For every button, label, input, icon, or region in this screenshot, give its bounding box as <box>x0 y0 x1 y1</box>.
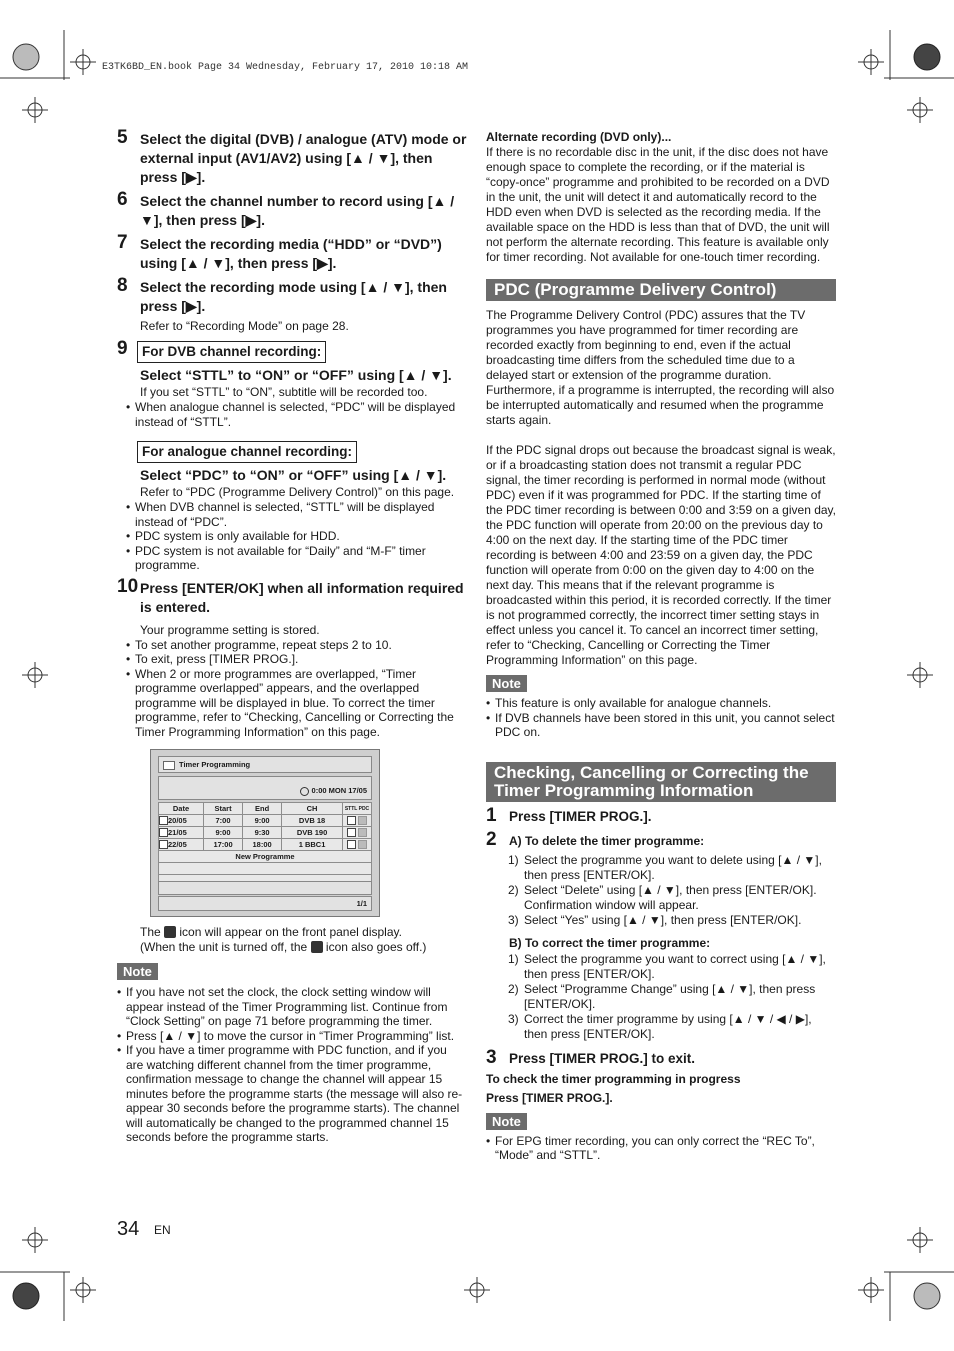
icon-text-2: (When the unit is turned off, the icon also goes off.) <box>140 940 427 954</box>
note-label: Note <box>486 1113 527 1130</box>
numbered-step: 3) Correct the timer programme by using [▲ / ▼ / ◀ / ▶], then press [ENTER/OK]. <box>508 1011 812 1041</box>
bullet-item: • PDC system is only available for HDD. <box>135 529 467 544</box>
sttl-checkbox[interactable] <box>347 828 356 837</box>
new-programme-row[interactable]: New Programme <box>159 851 372 863</box>
check-step-2: 2 A) To delete the timer programme: <box>486 828 705 850</box>
step-8-ref: Refer to “Recording Mode” on page 28. <box>140 319 349 333</box>
step-5: 5 Select the digital (DVB) / analogue (ATV) mode or external input (AV1/AV2) using [▲ / ▼], then press [▶]. <box>117 127 467 185</box>
pdc-checkbox[interactable] <box>358 840 367 849</box>
delete-steps <box>486 853 836 928</box>
row-checkbox[interactable] <box>159 840 168 849</box>
analogue-bullets <box>126 500 467 573</box>
table-row[interactable]: 21/05 9:00 9:30 DVB 190 <box>159 827 372 839</box>
sttl-checkbox[interactable] <box>347 816 356 825</box>
step-10: 10 Press [ENTER/OK] when all information required is entered. <box>117 575 464 615</box>
osd-table <box>158 802 372 887</box>
note-item: • If you have not set the clock, the clock setting window will appear instead of the Timer Programming list. Continue from “Clock Setting” on page 71 before programming the timer. <box>126 985 467 1029</box>
step-8: 8 Select the recording mode using [▲ / ▼], then press [▶]. <box>117 275 447 314</box>
book-header-line: E3TK6BD_EN.book Page 34 Wednesday, February 17, 2010 10:18 AM <box>102 62 469 73</box>
clock-icon <box>300 787 309 796</box>
osd-clock-bar <box>158 776 372 800</box>
bullet-item: • When 2 or more programmes are overlapped, “Timer programme overlapped” appears, and the overlapped programme will be displayed in blue. To correct the timer programme, refer to “Checking, Cancelling or Correcting the Timer Programming Information” on this page. <box>135 667 467 740</box>
alt-recording-title: Alternate recording (DVD only)... <box>486 130 672 144</box>
osd-column-header: Start <box>204 803 243 815</box>
row-checkbox[interactable] <box>159 828 168 837</box>
right-column <box>486 130 836 1163</box>
numbered-step: 2) Select “Programme Change” using [▲ / ▼], then press [ENTER/OK]. <box>508 981 816 1011</box>
timer-icon <box>311 941 323 953</box>
step-6: 6 Select the channel number to record using [▲ / ▼], then press [▶]. <box>117 189 455 228</box>
note-item: • For EPG timer recording, you can only correct the “REC To”, “Mode” and “STTL”. <box>495 1134 836 1163</box>
pdc-checkbox[interactable] <box>358 816 367 825</box>
note-label: Note <box>486 675 527 692</box>
numbered-step: 1) Select the programme you want to delete using [▲ / ▼], then press [ENTER/OK]. <box>508 852 822 882</box>
note-item: • Press [▲ / ▼] to move the cursor in “Timer Programming” list. <box>126 1029 467 1044</box>
language-code: EN <box>154 1223 171 1237</box>
bullet-item: • When DVB channel is selected, “STTL” will be displayed instead of “PDC”. <box>135 500 467 529</box>
row-checkbox[interactable] <box>159 816 168 825</box>
pdc-section-title: PDC (Programme Delivery Control) <box>486 279 836 301</box>
dvb-step: Select “STTL” to “ON” or “OFF” using [▲ / ▼]. <box>140 367 452 383</box>
table-row[interactable]: 20/05 7:00 9:00 DVB 18 <box>159 815 372 827</box>
numbered-step: 3) Select “Yes” using [▲ / ▼], then press [ENTER/OK]. <box>508 912 802 927</box>
bullet-item: • PDC system is not available for “Daily” and “M-F” timer programme. <box>135 544 467 573</box>
left-column <box>117 127 467 1145</box>
numbered-step: 1) Select the programme you want to correct using [▲ / ▼], then press [ENTER/OK]. <box>508 951 826 981</box>
correct-title: B) To correct the timer programme: <box>509 935 711 950</box>
dvb-note: If you set “STTL” to “ON”, subtitle will be recorded too. <box>140 385 428 399</box>
note-label: Note <box>117 963 158 980</box>
step-10-bullets <box>126 638 467 740</box>
osd-column-header: End <box>243 803 282 815</box>
osd-column-header: STTL PDC <box>343 803 372 815</box>
osd-page: 1/1 <box>158 896 372 911</box>
note-item: • If you have a timer programme with PDC function, and if you are watching different channel from the timer programme, confirmation message to change the channel will appear 15 minutes before the programme starts (the message will also re-appear 30 seconds before the programme starts). The channel will automatically be changed to the programmed channel 15 seconds before the programme starts. <box>126 1043 467 1145</box>
alt-recording-body: If there is no recordable disc in the unit, if the disc does not have enough space to complete the recording, or if the material is “copy-once” programme and prohibited to be recorded on a DVD in the unit, the unit will detect it and automatically record to the HDD even when DVD is selected as the recording media. If the available space on the HDD is less than that of DVD, the unit will not perform the alternate recording. This feature is available only for timer recording. Not available for one-touch timer recording. <box>486 145 830 264</box>
final-notes <box>486 1134 836 1163</box>
sttl-checkbox[interactable] <box>347 840 356 849</box>
check-step-3: 3 Press [TIMER PROG.] to exit. <box>486 1046 696 1068</box>
osd-title-bar: Timer Programming <box>158 756 372 773</box>
analogue-step: Select “PDC” to “ON” or “OFF” using [▲ / ▼]. <box>140 467 447 483</box>
table-row[interactable]: 22/05 17:00 18:00 1 BBC1 <box>159 839 372 851</box>
dvb-bullets <box>126 400 467 429</box>
pdc-paragraph-2: If the PDC signal drops out because the broadcast signal is weak, or if a broadcasting station does not transmit a regular PDC signal, the timer recording is performed in normal mode (without PDC) even if it was programmed for PDC. If the starting time of the PDC timer recording is between 0:00 and 3:59 on a given day, the PDC function will operate from 20:00 on the previous day to 4:00 on the next day. If the starting time of the PDC timer recording is between 4:00 and 23:59 on a given day, the PDC function will operate from 0:00 on the given day to 4:00 on the next day. This means that if the relevant programme is broadcasted within this period, it is recorded correctly. If the timer is not programmed correctly, the incorrect timer setting stays in effect unless you cancel it. To cancel an incorrect timer setting, refer to “Checking, Cancelling or Correcting the Timer Programming Information” on this page. <box>486 443 836 667</box>
bullet-item: • When analogue channel is selected, “PDC” will be displayed instead of “STTL”. <box>135 400 467 429</box>
check-progress-title: To check the timer programming in progress <box>486 1071 741 1086</box>
bullet-item: • To exit, press [TIMER PROG.]. <box>135 652 467 667</box>
note-item: • If DVB channels have been stored in this unit, you cannot select PDC on. <box>495 711 836 740</box>
osd-clock: 0:00 MON 17/05 <box>311 786 367 796</box>
step-7: 7 Select the recording media (“HDD” or “DVD”) using [▲ / ▼], then press [▶]. <box>117 232 442 271</box>
check-section-title: Checking, Cancelling or Correcting the Timer Programming Information <box>486 762 836 802</box>
dvb-label-box: For DVB channel recording: <box>137 341 326 363</box>
note-item: • This feature is only available for analogue channels. <box>495 696 836 711</box>
left-notes <box>117 985 467 1145</box>
icon-text-1: The icon will appear on the front panel display. <box>140 925 402 939</box>
osd-header-row <box>159 803 372 815</box>
step-10-note: Your programme setting is stored. <box>140 622 320 637</box>
pdc-paragraph-1: The Programme Delivery Control (PDC) assures that the TV programmes you have programmed for timer recording are recorded exactly from beginning to end, even if the actual broadcasting time differs from the scheduled time due to a delayed start or extension of the programme duration. Furthermore, if a programme is interrupted, the recording will also be interrupted automatically and resumed when the programme starts again. <box>486 308 835 427</box>
osd-column-header: CH <box>282 803 343 815</box>
check-step-1: 1 Press [TIMER PROG.]. <box>486 804 652 826</box>
pdc-checkbox[interactable] <box>358 828 367 837</box>
correct-steps <box>486 952 836 1042</box>
step-9: 9 For DVB channel recording: <box>117 341 467 363</box>
bullet-item: • To set another programme, repeat steps 2 to 10. <box>135 638 467 653</box>
pdc-notes <box>486 696 836 740</box>
timer-icon <box>164 926 176 938</box>
osd-column-header: Date <box>159 803 204 815</box>
numbered-step: 2) Select “Delete” using [▲ / ▼], then press [ENTER/OK]. Confirmation window will appear. <box>508 882 817 912</box>
page-number: 34 <box>117 1218 140 1240</box>
timer-programming-screen <box>150 749 380 917</box>
menu-icon <box>163 761 175 770</box>
analogue-note: Refer to “PDC (Programme Delivery Control)” on this page. <box>140 485 455 499</box>
check-progress-body: Press [TIMER PROG.]. <box>486 1090 613 1105</box>
analogue-label-box: For analogue channel recording: <box>137 441 357 463</box>
